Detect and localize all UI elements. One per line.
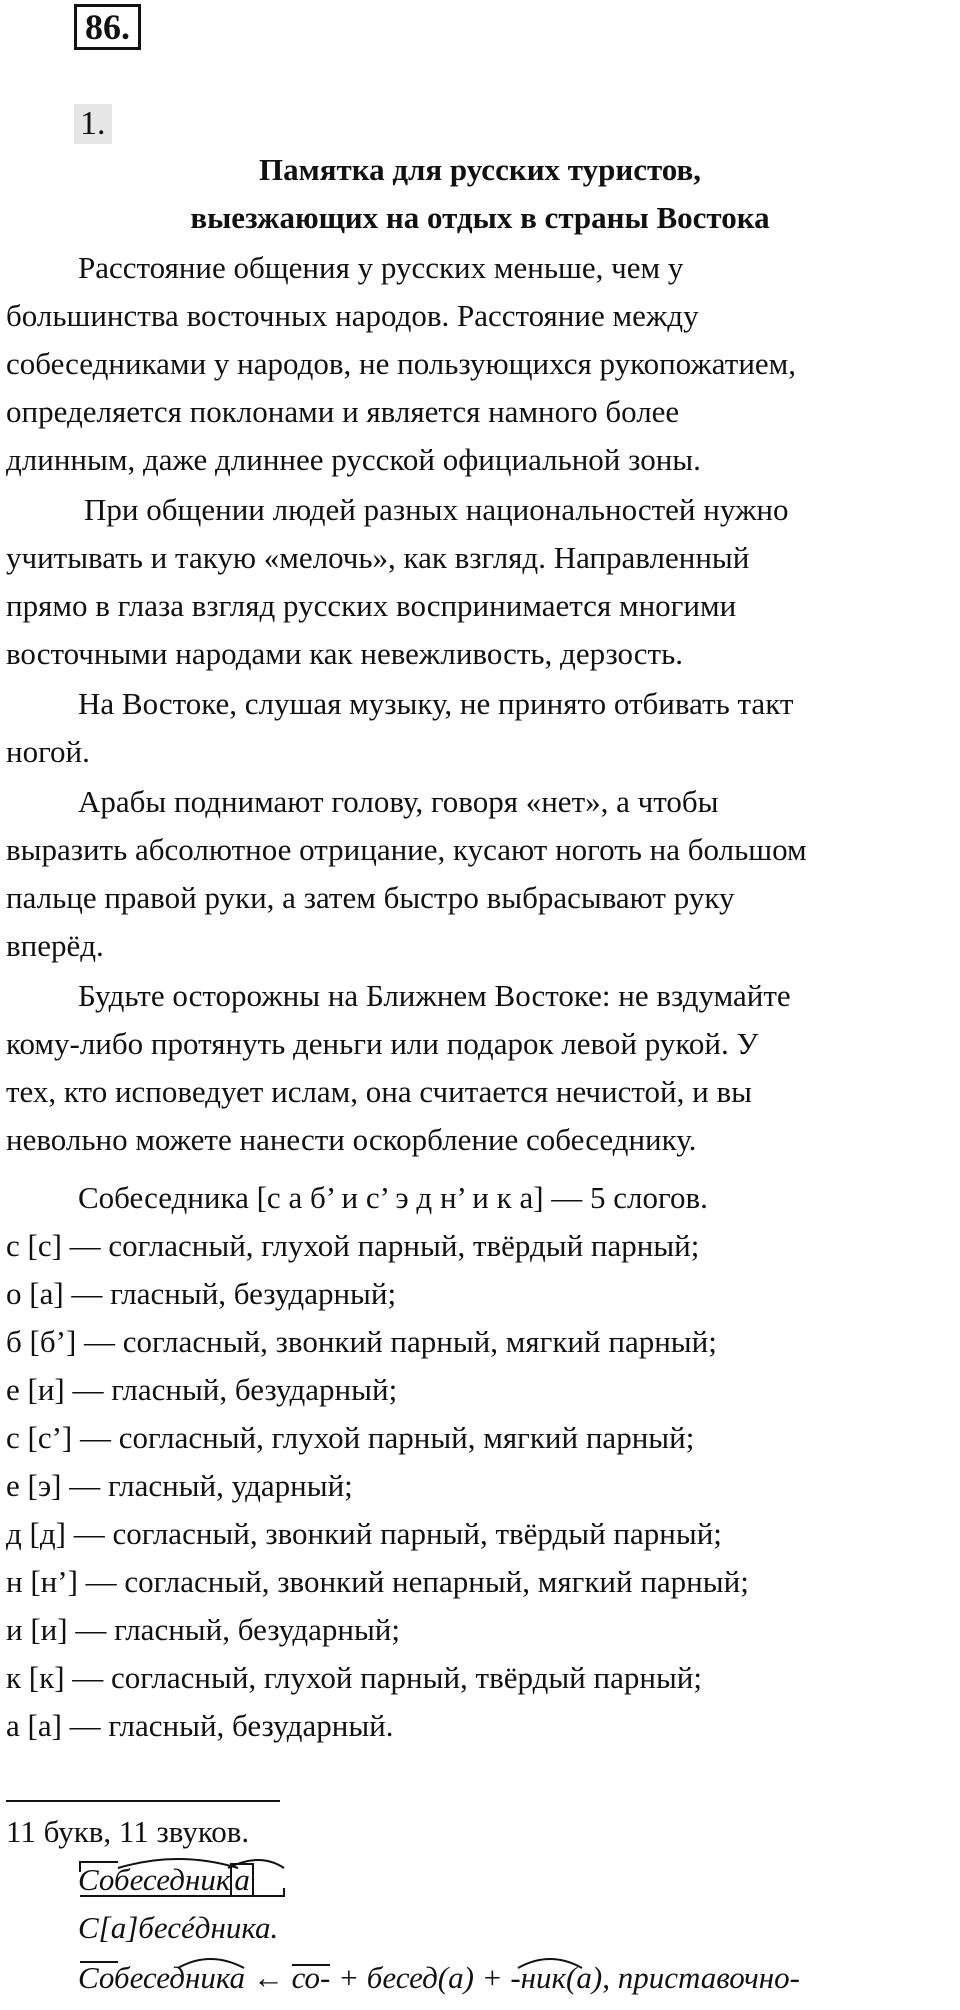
phonetic-line: а [а] — гласный, безударный. bbox=[6, 1708, 394, 1743]
phonetic-line: б [б’] — согласный, звонкий парный, мягкий парный; bbox=[6, 1324, 717, 1359]
plus-sign: + bbox=[330, 1960, 367, 1995]
phonetic-line: е [э] — гласный, ударный; bbox=[6, 1468, 353, 1503]
morphemic-parse bbox=[78, 1860, 254, 1900]
body-line: вперёд. bbox=[6, 928, 104, 963]
prefix-mark bbox=[292, 1958, 331, 1998]
body-line: прямо в глаза взгляд русских воспринимается многими bbox=[6, 588, 737, 623]
derivation-arcs-icon bbox=[78, 1954, 268, 1974]
body-line: При общении людей разных национальностей нужно bbox=[84, 492, 789, 527]
body-line: восточными народами как невежливость, дерзость. bbox=[6, 636, 683, 671]
derivation-line bbox=[78, 1958, 800, 1998]
derivation-word-text: Собеседника bbox=[78, 1960, 246, 1995]
stem-mark bbox=[78, 1860, 230, 1900]
suffix-text: -ник(а) bbox=[510, 1960, 603, 1995]
phonetic-line: е [и] — гласный, безударный; bbox=[6, 1372, 398, 1407]
stem-text: Собеседник bbox=[78, 1862, 231, 1897]
body-line: тех, кто исповедует ислам, она считается нечистой, и вы bbox=[6, 1074, 752, 1109]
sub-number: 1. bbox=[74, 104, 112, 144]
body-line: ногой. bbox=[6, 734, 90, 769]
plus-sign: + bbox=[473, 1960, 511, 1995]
morpheme-arcs-icon bbox=[78, 1856, 288, 1876]
body-line: пальце правой руки, а затем быстро выбрасывают руку bbox=[6, 880, 735, 915]
suffix-mark bbox=[510, 1958, 602, 1998]
body-line: Расстояние общения у русских меньше, чем у bbox=[78, 250, 684, 285]
body-line: учитывать и такую «мелочь», как взгляд. Направленный bbox=[6, 540, 750, 575]
footnote-counts: 11 букв, 11 звуков. bbox=[6, 1814, 250, 1849]
body-line: Будьте осторожны на Ближнем Востоке: не вздумайте bbox=[78, 978, 791, 1013]
body-line: На Востоке, слушая музыку, не принято отбивать такт bbox=[78, 686, 794, 721]
phonetic-line: к [к] — согласный, глухой парный, твёрдый парный; bbox=[6, 1660, 702, 1695]
derivation-word bbox=[78, 1958, 245, 1998]
derivation-tail: , приставочно- bbox=[602, 1960, 800, 1995]
phonetic-line: д [д] — согласный, звонкий парный, твёрдый парный; bbox=[6, 1516, 722, 1551]
stress-line: С[а]бесéдника. bbox=[78, 1910, 279, 1945]
phonetic-line: н [н’] — согласный, звонкий непарный, мягкий парный; bbox=[6, 1564, 749, 1599]
root-text: бесед(а) bbox=[366, 1960, 474, 1995]
body-line: длинным, даже длиннее русской официальной зоны. bbox=[6, 442, 701, 477]
body-line: выразить абсолютное отрицание, кусают ноготь на большом bbox=[6, 832, 807, 867]
task-number: 86. bbox=[74, 4, 141, 50]
body-line: собеседниками у народов, не пользующихся рукопожатием, bbox=[6, 346, 797, 381]
phonetic-line: и [и] — гласный, безударный; bbox=[6, 1612, 401, 1647]
phonetic-line: с [с’] — согласный, глухой парный, мягкий парный; bbox=[6, 1420, 695, 1455]
body-line: невольно можете нанести оскорбление собеседнику. bbox=[6, 1122, 697, 1157]
ending-box: а bbox=[230, 1863, 254, 1897]
body-line: Арабы поднимают голову, говоря «нет», а чтобы bbox=[78, 784, 719, 819]
body-line: кому-либо протянуть деньги или подарок левой рукой. У bbox=[6, 1026, 759, 1061]
phonetic-line: с [с] — согласный, глухой парный, твёрдый парный; bbox=[6, 1228, 700, 1263]
derivation-arrow: ← bbox=[245, 1960, 292, 1995]
prefix-text: со- bbox=[291, 1960, 331, 1995]
body-line: большинства восточных народов. Расстояние между bbox=[6, 298, 699, 333]
title-line-1: Памятка для русских туристов, bbox=[258, 152, 702, 187]
prefix-overline bbox=[292, 1964, 331, 1966]
footnote-rule bbox=[6, 1800, 280, 1802]
suffix-arc-icon bbox=[510, 1954, 590, 1974]
title-line-2: выезжающих на отдых в страны Востока bbox=[190, 200, 770, 235]
phonetic-line: о [а] — гласный, безударный; bbox=[6, 1276, 397, 1311]
phonetic-header: Собеседника [с а б’ и с’ э д н’ и к а] — 5 слогов. bbox=[78, 1180, 708, 1215]
body-line: определяется поклонами и является намного более bbox=[6, 394, 680, 429]
